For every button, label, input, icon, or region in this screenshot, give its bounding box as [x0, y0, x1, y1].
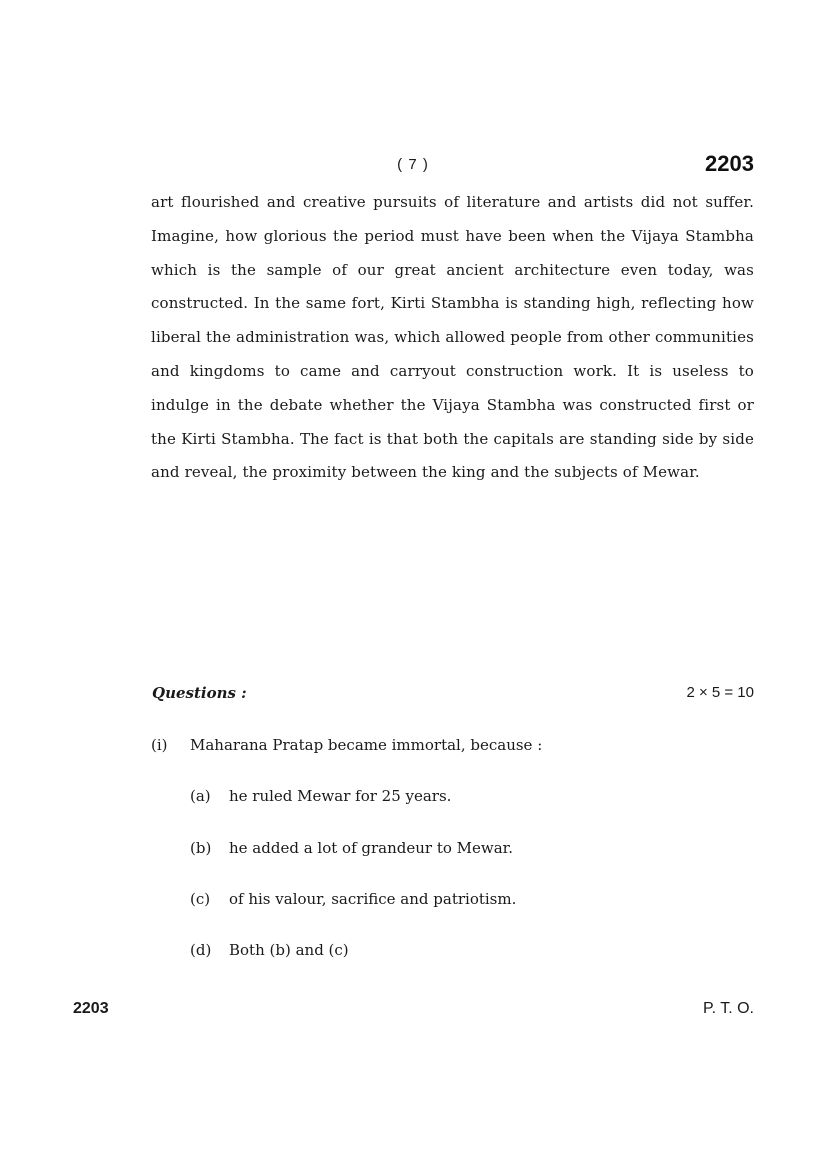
please-turn-over: P. T. O.	[703, 1000, 754, 1017]
question-text: Maharana Pratap became immortal, because :	[190, 736, 543, 754]
passage-text: art flourished and creative pursuits of literature and artists did not suffer. Imagine, how glorious the period must have been when the Vijaya Stambha which is the sample of our great ancient architecture even today, was constructed. In the same fort, Kirti Stambha is standing high, reflecting how liberal the administration was, which allowed people from other communities and kingdoms to came and carryout construction work. It is useless to indulge in the debate whether the Vijaya Stambha was constructed first or the Kirti Stambha. The fact is that both the capitals are standing side by side and reveal, the proximity between the king and the subjects of Mewar.	[151, 193, 754, 482]
marks-allocation: 2 × 5 = 10	[686, 684, 754, 701]
option-label: (a)	[190, 787, 211, 805]
question-number: (i)	[151, 736, 168, 754]
option-label: (c)	[190, 890, 211, 908]
paper-code-header: 2203	[705, 151, 754, 176]
option-text: of his valour, sacrifice and patriotism.	[229, 890, 517, 908]
option-text: he added a lot of grandeur to Mewar.	[229, 839, 513, 857]
option-label: (d)	[190, 941, 212, 959]
option-label: (b)	[190, 839, 212, 857]
option-text: Both (b) and (c)	[229, 941, 349, 959]
option-text: he ruled Mewar for 25 years.	[229, 787, 452, 805]
paper-code-footer: 2203	[73, 1000, 109, 1017]
questions-heading: Questions :	[152, 684, 247, 702]
page-number: ( 7 )	[397, 156, 429, 173]
